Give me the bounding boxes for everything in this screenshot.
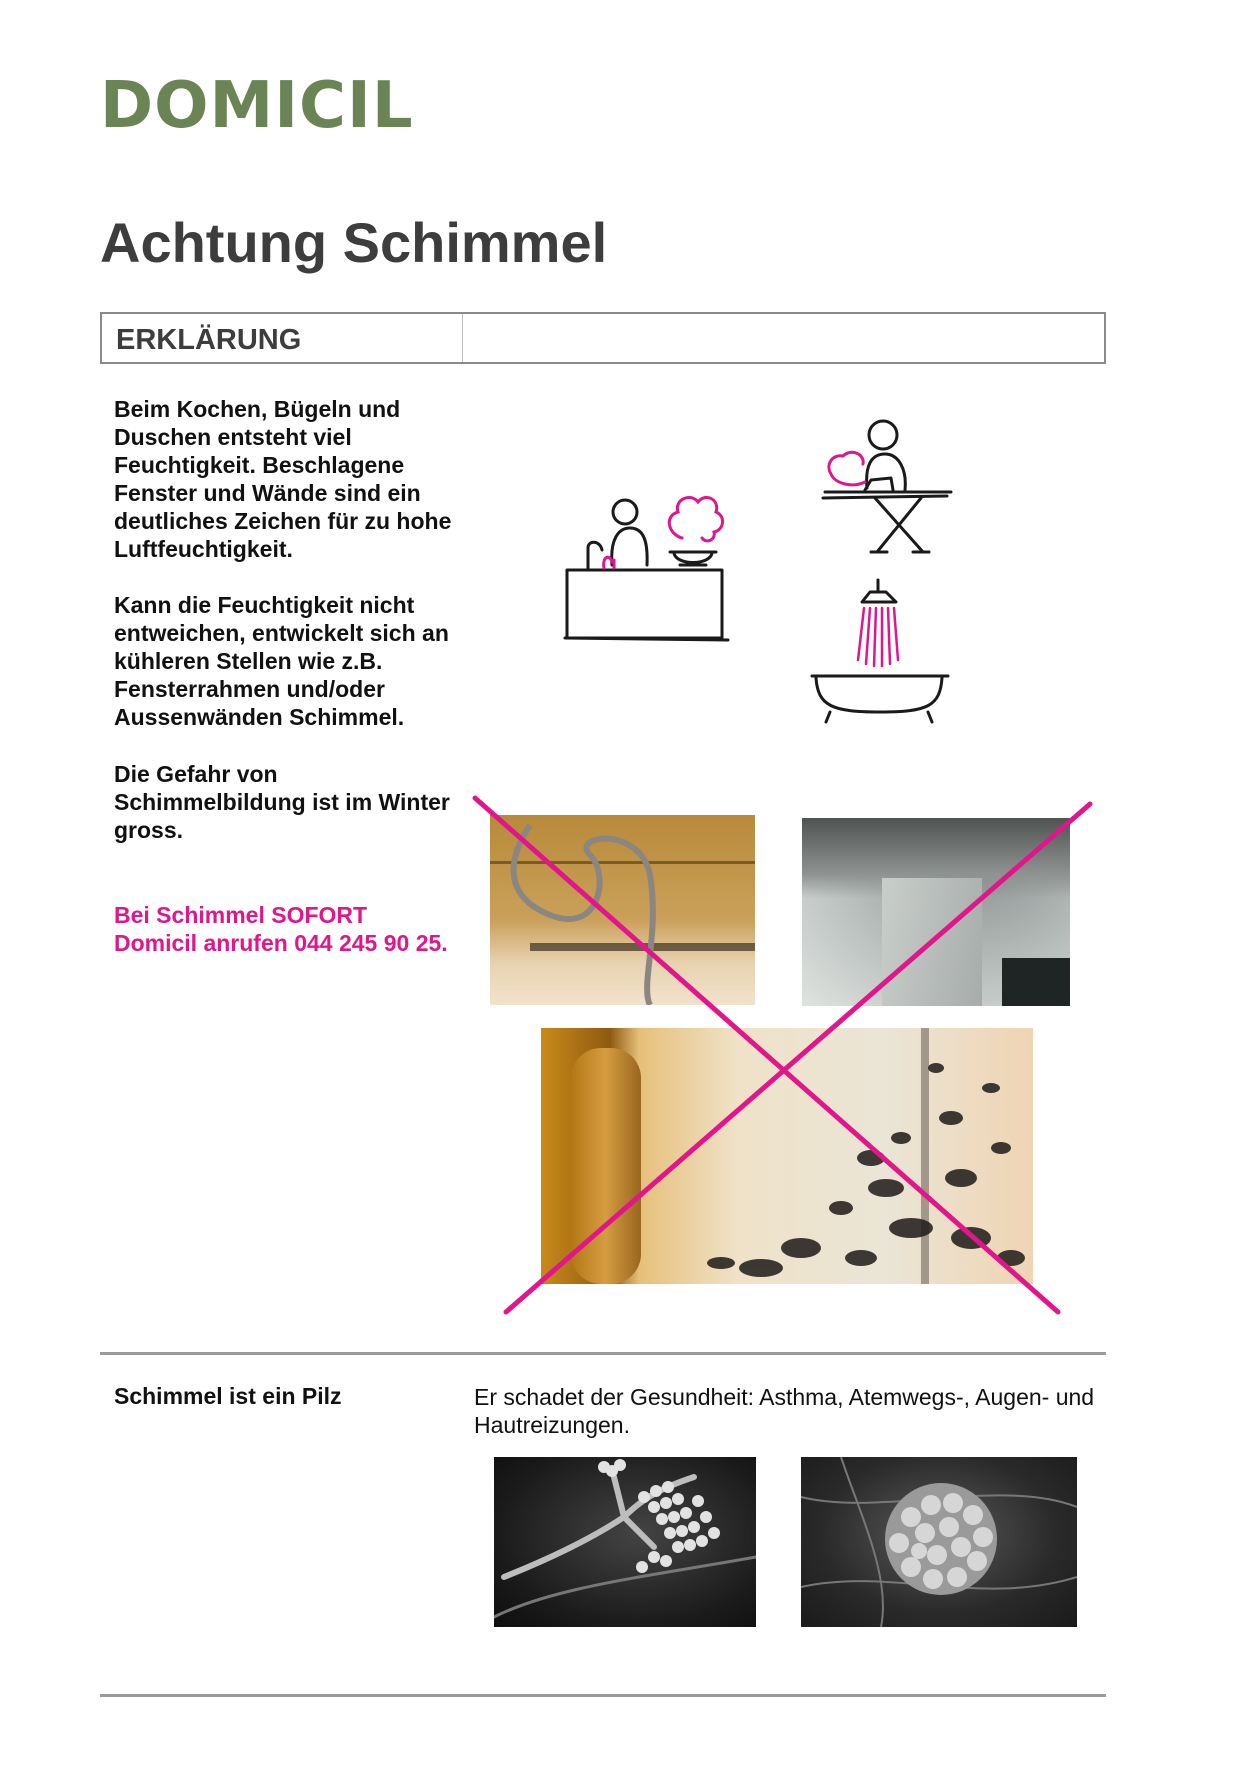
section-header-divider xyxy=(462,314,463,362)
mold-spots xyxy=(541,1028,1033,1284)
pilz-title: Schimmel ist ein Pilz xyxy=(114,1383,342,1409)
microscope-photo-penicillium xyxy=(494,1457,756,1627)
aspergillus-structure xyxy=(801,1457,1077,1627)
ironing-illustration xyxy=(795,410,970,560)
mold-photo-bathtub xyxy=(490,815,755,1005)
cooking-illustration xyxy=(560,470,735,645)
mold-photo-wall-corner xyxy=(541,1028,1033,1284)
penicillium-structure xyxy=(494,1457,756,1627)
microscope-photo-aspergillus xyxy=(801,1457,1077,1627)
page-title: Achtung Schimmel xyxy=(100,211,608,274)
alert-call-domicil: Bei Schimmel SOFORT Domicil anrufen 044 245 90 25. xyxy=(114,902,448,956)
shower-illustration xyxy=(800,578,960,728)
section-label: ERKLÄRUNG xyxy=(116,324,302,356)
shower-hose xyxy=(490,815,755,1005)
explanation-paragraph-2: Kann die Feuchtigkeit nicht entweichen, entwickelt sich an kühleren Stellen wie z.B. Fensterrahmen und/oder Aussenwänden Schimmel. xyxy=(114,592,449,730)
section-header xyxy=(100,312,1106,364)
domicil-logo: DOMICIL xyxy=(100,69,414,143)
pilz-description: Er schadet der Gesundheit: Asthma, Atemwegs-, Augen- und Hautreizungen. xyxy=(474,1384,1095,1438)
explanation-paragraph-3: Die Gefahr von Schimmelbildung ist im Winter gross. xyxy=(114,761,450,843)
window xyxy=(1002,958,1070,1006)
explanation-paragraph-1: Beim Kochen, Bügeln und Duschen entsteht viel Feuchtigkeit. Beschlagene Fenster und Wände sind ein deutliches Zeichen für zu hohe Luftfeuchtigkeit. xyxy=(114,396,452,562)
wall-corner xyxy=(882,878,982,1006)
divider-bottom xyxy=(100,1694,1106,1697)
mold-photo-ceiling xyxy=(802,818,1070,1006)
divider-top xyxy=(100,1352,1106,1355)
